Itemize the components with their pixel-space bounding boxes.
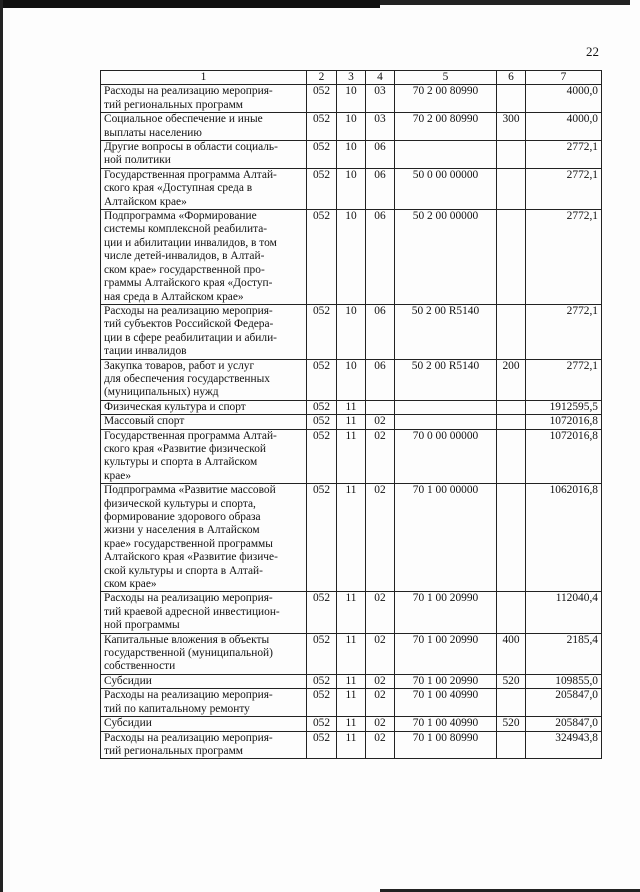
scan-edge-top: [0, 0, 380, 8]
row-ved-code: 052: [307, 429, 337, 484]
row-expense-type-code: [497, 168, 526, 209]
row-target-item-code: 50 2 00 R5140: [395, 359, 497, 400]
row-target-item-code: 70 1 00 20990: [395, 633, 497, 674]
table-row: [101, 113, 602, 141]
row-name: Расходы на реализацию мероприя- тий региональных программ: [101, 731, 307, 759]
row-target-item-code: 50 2 00 00000: [395, 210, 497, 305]
row-amount: 2772,1: [526, 210, 602, 305]
header-col-7: 7: [526, 71, 602, 85]
row-subsection-code: 06: [366, 210, 395, 305]
table-row: [101, 484, 602, 592]
row-ved-code: 052: [307, 415, 337, 429]
row-expense-type-code: [497, 210, 526, 305]
row-amount: 1072016,8: [526, 415, 602, 429]
row-target-item-code: [395, 400, 497, 414]
row-expense-type-code: [497, 304, 526, 359]
table-row: [101, 731, 602, 759]
scan-edge-top-right: [380, 0, 630, 5]
row-expense-type-code: 520: [497, 674, 526, 688]
row-ved-code: 052: [307, 484, 337, 592]
row-ved-code: 052: [307, 592, 337, 633]
table-row: [101, 400, 602, 414]
row-amount: 2772,1: [526, 359, 602, 400]
row-expense-type-code: 300: [497, 113, 526, 141]
row-ved-code: 052: [307, 85, 337, 113]
row-ved-code: 052: [307, 210, 337, 305]
row-section-code: 10: [337, 210, 366, 305]
row-ved-code: 052: [307, 359, 337, 400]
row-subsection-code: 02: [366, 429, 395, 484]
header-col-1: 1: [101, 71, 307, 85]
row-subsection-code: 06: [366, 141, 395, 169]
row-expense-type-code: [497, 592, 526, 633]
row-name: Расходы на реализацию мероприя- тий по капитальному ремонту: [101, 689, 307, 717]
row-target-item-code: [395, 415, 497, 429]
row-target-item-code: [395, 141, 497, 169]
row-amount: 1062016,8: [526, 484, 602, 592]
row-ved-code: 052: [307, 304, 337, 359]
row-ved-code: 052: [307, 674, 337, 688]
table-row: [101, 415, 602, 429]
table-row: [101, 674, 602, 688]
row-amount: 1072016,8: [526, 429, 602, 484]
row-ved-code: 052: [307, 400, 337, 414]
table-row: [101, 85, 602, 113]
row-subsection-code: 02: [366, 689, 395, 717]
row-section-code: 11: [337, 484, 366, 592]
scan-edge-left: [0, 0, 3, 892]
row-amount: 324943,8: [526, 731, 602, 759]
row-amount: 112040,4: [526, 592, 602, 633]
row-subsection-code: 03: [366, 85, 395, 113]
row-ved-code: 052: [307, 633, 337, 674]
row-name: Расходы на реализацию мероприя- тий краевой адресной инвестицион- ной программы: [101, 592, 307, 633]
row-subsection-code: 02: [366, 674, 395, 688]
row-expense-type-code: [497, 689, 526, 717]
row-expense-type-code: [497, 731, 526, 759]
row-expense-type-code: [497, 484, 526, 592]
row-name: Социальное обеспечение и иные выплаты населению: [101, 113, 307, 141]
table-row: [101, 429, 602, 484]
row-amount: 205847,0: [526, 689, 602, 717]
row-name: Государственная программа Алтай- ского края «Развитие физической культуры и спорта в Алтайском крае»: [101, 429, 307, 484]
table-row: [101, 168, 602, 209]
row-target-item-code: 70 1 00 20990: [395, 674, 497, 688]
row-amount: 2772,1: [526, 168, 602, 209]
row-ved-code: 052: [307, 168, 337, 209]
row-expense-type-code: 400: [497, 633, 526, 674]
row-name: Субсидии: [101, 674, 307, 688]
row-amount: 2772,1: [526, 304, 602, 359]
table-row: [101, 359, 602, 400]
row-name: Государственная программа Алтай- ского края «Доступная среда в Алтайском крае»: [101, 168, 307, 209]
row-expense-type-code: 200: [497, 359, 526, 400]
row-expense-type-code: [497, 85, 526, 113]
row-name: Капитальные вложения в объекты государственной (муниципальной) собственности: [101, 633, 307, 674]
row-subsection-code: 03: [366, 113, 395, 141]
row-ved-code: 052: [307, 141, 337, 169]
table-row: [101, 304, 602, 359]
table-row: [101, 141, 602, 169]
table-body: [101, 85, 602, 759]
row-section-code: 11: [337, 429, 366, 484]
table-row: [101, 689, 602, 717]
header-col-6: 6: [497, 71, 526, 85]
row-expense-type-code: [497, 415, 526, 429]
row-section-code: 10: [337, 359, 366, 400]
row-name: Массовый спорт: [101, 415, 307, 429]
row-section-code: 11: [337, 592, 366, 633]
row-amount: 205847,0: [526, 717, 602, 731]
row-expense-type-code: [497, 400, 526, 414]
row-target-item-code: 70 1 00 20990: [395, 592, 497, 633]
row-name: Закупка товаров, работ и услуг для обеспечения государственных (муниципальных) нужд: [101, 359, 307, 400]
table-row: [101, 633, 602, 674]
header-col-2: 2: [307, 71, 337, 85]
row-name: Подпрограмма «Формирование системы комплексной реабилита- ции и абилитации инвалидов, в том числе детей-инвалидов, в Алтай- ском крае» государственной про- граммы Алтайского края «Доступ- ная среда в Алтайском крае»: [101, 210, 307, 305]
row-name: Другие вопросы в области социаль- ной политики: [101, 141, 307, 169]
row-target-item-code: 50 0 00 00000: [395, 168, 497, 209]
row-section-code: 11: [337, 731, 366, 759]
row-name: Расходы на реализацию мероприя- тий региональных программ: [101, 85, 307, 113]
row-ved-code: 052: [307, 689, 337, 717]
table-row: [101, 717, 602, 731]
row-section-code: 11: [337, 633, 366, 674]
row-subsection-code: 06: [366, 359, 395, 400]
row-ved-code: 052: [307, 717, 337, 731]
row-name: Субсидии: [101, 717, 307, 731]
row-amount: 2772,1: [526, 141, 602, 169]
row-target-item-code: 70 1 00 80990: [395, 731, 497, 759]
row-section-code: 11: [337, 415, 366, 429]
row-subsection-code: 06: [366, 168, 395, 209]
header-col-4: 4: [366, 71, 395, 85]
row-subsection-code: 02: [366, 633, 395, 674]
row-subsection-code: 02: [366, 415, 395, 429]
row-target-item-code: 70 1 00 00000: [395, 484, 497, 592]
row-amount: 1912595,5: [526, 400, 602, 414]
row-amount: 109855,0: [526, 674, 602, 688]
row-section-code: 10: [337, 168, 366, 209]
row-target-item-code: 50 2 00 R5140: [395, 304, 497, 359]
table-row: [101, 210, 602, 305]
row-name: Расходы на реализацию мероприя- тий субъектов Российской Федера- ции в сфере реабилитации и абили- тации инвалидов: [101, 304, 307, 359]
page-number: 22: [586, 44, 599, 59]
row-subsection-code: 02: [366, 592, 395, 633]
row-amount: 2185,4: [526, 633, 602, 674]
row-section-code: 11: [337, 400, 366, 414]
row-subsection-code: 02: [366, 484, 395, 592]
row-section-code: 11: [337, 674, 366, 688]
row-expense-type-code: 520: [497, 717, 526, 731]
row-section-code: 11: [337, 717, 366, 731]
row-subsection-code: 06: [366, 304, 395, 359]
row-expense-type-code: [497, 429, 526, 484]
row-name: Физическая культура и спорт: [101, 400, 307, 414]
row-target-item-code: 70 1 00 40990: [395, 689, 497, 717]
row-amount: 4000,0: [526, 85, 602, 113]
row-target-item-code: 70 2 00 80990: [395, 113, 497, 141]
row-name: Подпрограмма «Развитие массовой физической культуры и спорта, формирование здорового образа жизни у населения в Алтайском крае» государственной программы Алтайского края «Развитие физиче- ской культуры и спорта в Алтай- ском крае»: [101, 484, 307, 592]
table-row: [101, 592, 602, 633]
row-target-item-code: 70 1 00 40990: [395, 717, 497, 731]
budget-table: [100, 70, 602, 759]
row-section-code: 10: [337, 85, 366, 113]
row-ved-code: 052: [307, 731, 337, 759]
row-subsection-code: 02: [366, 717, 395, 731]
row-section-code: 10: [337, 141, 366, 169]
row-subsection-code: [366, 400, 395, 414]
row-target-item-code: 70 2 00 80990: [395, 85, 497, 113]
row-subsection-code: 02: [366, 731, 395, 759]
row-section-code: 11: [337, 689, 366, 717]
row-amount: 4000,0: [526, 113, 602, 141]
header-col-5: 5: [395, 71, 497, 85]
row-section-code: 10: [337, 113, 366, 141]
table-header-row: [101, 71, 602, 85]
header-col-3: 3: [337, 71, 366, 85]
row-target-item-code: 70 0 00 00000: [395, 429, 497, 484]
row-ved-code: 052: [307, 113, 337, 141]
row-section-code: 10: [337, 304, 366, 359]
row-expense-type-code: [497, 141, 526, 169]
